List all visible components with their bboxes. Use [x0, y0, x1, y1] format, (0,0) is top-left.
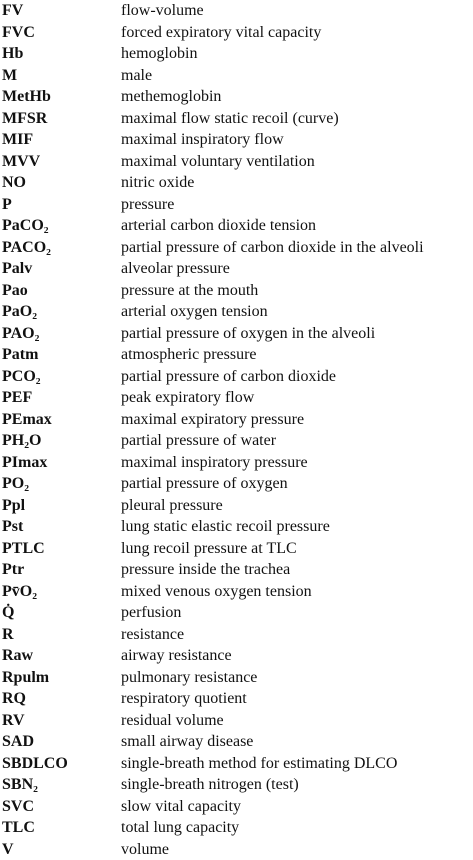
abbreviation-term: FVC [2, 23, 35, 41]
abbreviation-row [0, 688, 473, 710]
abbreviation-definition: residual volume [121, 711, 224, 729]
abbreviation-row [0, 108, 473, 130]
abbreviation-definition: methemoglobin [121, 88, 222, 105]
abbreviation-term: MIF [2, 131, 34, 148]
abbreviation-definition: lung recoil pressure at TLC [121, 539, 297, 557]
abbreviation-term: MVV [2, 152, 41, 170]
abbreviation-row [0, 731, 473, 753]
abbreviation-term: Hb [2, 45, 24, 62]
abbreviation-row [0, 258, 473, 280]
abbreviation-term: Q̇ [2, 604, 15, 621]
abbreviation-term: PEF [2, 389, 33, 406]
abbreviation-term: RQ [2, 690, 26, 707]
abbreviation-row [0, 366, 473, 388]
abbreviation-row [0, 194, 473, 216]
abbreviation-definition: arterial oxygen tension [121, 303, 268, 320]
abbreviation-term: PEmax [2, 410, 52, 428]
abbreviation-definition: atmospheric pressure [121, 346, 257, 363]
abbreviation-term: MFSR [2, 109, 48, 127]
abbreviation-definition: hemoglobin [121, 45, 198, 62]
abbreviation-term: Patm [2, 346, 39, 363]
abbreviation-definition: lung static elastic recoil pressure [121, 518, 330, 535]
abbreviation-definition: peak expiratory flow [121, 389, 255, 406]
abbreviation-row [0, 301, 473, 323]
abbreviation-row [0, 667, 473, 689]
abbreviation-row [0, 237, 473, 259]
abbreviation-definition: partial pressure of carbon dioxide in the alveoli [121, 238, 424, 256]
abbreviation-definition: mixed venous oxygen tension [121, 582, 312, 600]
abbreviation-term: PACO₂ [2, 238, 51, 256]
abbreviation-definition: pulmonary resistance [121, 668, 258, 686]
abbreviation-definition: maximal voluntary ventilation [121, 152, 315, 170]
abbreviation-term: Palv [2, 260, 33, 277]
abbreviation-row [0, 151, 473, 173]
abbreviation-definition: partial pressure of carbon dioxide [121, 367, 337, 385]
abbreviation-definition: resistance [121, 625, 185, 643]
abbreviation-row [0, 452, 473, 474]
abbreviation-term: Raw [2, 647, 34, 664]
abbreviation-row [0, 538, 473, 560]
abbreviation-term: FV [2, 2, 24, 19]
abbreviation-term: NO [2, 174, 26, 191]
abbreviation-definition: airway resistance [121, 647, 232, 664]
abbreviation-row [0, 753, 473, 775]
abbreviation-term: TLC [2, 819, 35, 836]
abbreviation-row [0, 172, 473, 194]
abbreviation-definition: slow vital capacity [121, 797, 241, 815]
abbreviation-term: Ppl [2, 496, 26, 514]
abbreviation-term: PO₂ [2, 475, 30, 492]
abbreviation-term: Pst [2, 518, 24, 535]
abbreviation-row [0, 796, 473, 818]
abbreviation-term: PImax [2, 453, 48, 471]
abbreviation-definition: pressure at the mouth [121, 281, 259, 299]
abbreviation-definition: maximal inspiratory flow [121, 131, 284, 148]
abbreviation-definition: forced expiratory vital capacity [121, 23, 322, 41]
abbreviation-definition: small airway disease [121, 733, 254, 750]
abbreviation-definition: respiratory quotient [121, 690, 247, 707]
abbreviation-row [0, 430, 473, 452]
abbreviation-term: PTLC [2, 539, 45, 557]
abbreviation-row [0, 710, 473, 732]
abbreviation-definition: flow-volume [121, 2, 204, 19]
abbreviation-term: SAD [2, 733, 35, 750]
abbreviation-row [0, 774, 473, 796]
abbreviation-row [0, 86, 473, 108]
abbreviation-term: PAO₂ [2, 324, 40, 342]
abbreviation-row [0, 22, 473, 44]
abbreviation-term: PaCO₂ [2, 217, 49, 234]
abbreviation-definition: maximal flow static recoil (curve) [121, 109, 339, 127]
abbreviation-term: MetHb [2, 88, 51, 105]
abbreviation-term: Pv̄O₂ [2, 582, 38, 600]
abbreviation-term: PCO₂ [2, 367, 41, 385]
abbreviation-definition: maximal expiratory pressure [121, 410, 305, 428]
abbreviation-row [0, 645, 473, 667]
abbreviation-term: SBN₂ [2, 776, 38, 793]
abbreviation-term: Ptr [2, 561, 25, 578]
abbreviation-definition: pleural pressure [121, 496, 223, 514]
abbreviation-row [0, 602, 473, 624]
abbreviation-definition: alveolar pressure [121, 260, 230, 277]
abbreviation-term: SVC [2, 797, 35, 815]
abbreviation-term: R [2, 625, 14, 643]
abbreviation-definition: total lung capacity [121, 819, 240, 836]
abbreviation-definition: pressure inside the trachea [121, 561, 291, 578]
abbreviation-row [0, 516, 473, 538]
abbreviation-definition: single-breath method for estimating DLCO [121, 754, 398, 772]
abbreviation-definition: nitric oxide [121, 174, 195, 191]
abbreviation-row [0, 817, 473, 839]
abbreviation-row [0, 409, 473, 431]
abbreviation-term: P [2, 195, 12, 213]
abbreviation-row [0, 280, 473, 302]
abbreviation-row [0, 43, 473, 65]
abbreviation-definition: single-breath nitrogen (test) [121, 776, 299, 793]
abbreviation-term: PH₂O [2, 432, 42, 449]
abbreviation-term: PaO₂ [2, 303, 38, 320]
abbreviation-term: RV [2, 711, 25, 729]
abbreviation-definition: partial pressure of oxygen [121, 475, 288, 492]
abbreviation-definition: perfusion [121, 604, 182, 621]
abbreviation-row [0, 581, 473, 603]
abbreviation-row [0, 344, 473, 366]
abbreviation-term: Rpulm [2, 668, 50, 686]
abbreviation-row [0, 473, 473, 495]
abbreviation-row [0, 495, 473, 517]
abbreviation-term: Pao [2, 281, 28, 299]
abbreviation-row [0, 215, 473, 237]
abbreviation-definition: arterial carbon dioxide tension [121, 217, 317, 234]
abbreviation-term: SBDLCO [2, 754, 68, 772]
abbreviation-definition: male [121, 66, 153, 84]
abbreviation-row [0, 624, 473, 646]
abbreviation-definition: partial pressure of oxygen in the alveoli [121, 324, 376, 342]
abbreviation-definition: maximal inspiratory pressure [121, 453, 308, 471]
abbreviation-term: M [2, 66, 18, 84]
abbreviation-definition: volume [121, 840, 169, 858]
abbreviation-row [0, 839, 473, 860]
abbreviation-row [0, 323, 473, 345]
abbreviation-term: V [2, 840, 14, 858]
abbreviation-definition: pressure [121, 195, 175, 213]
abbreviation-row [0, 129, 473, 151]
abbreviation-row [0, 0, 473, 22]
abbreviation-row [0, 559, 473, 581]
abbreviation-row [0, 65, 473, 87]
abbreviation-row [0, 387, 473, 409]
abbreviation-definition: partial pressure of water [121, 432, 277, 449]
